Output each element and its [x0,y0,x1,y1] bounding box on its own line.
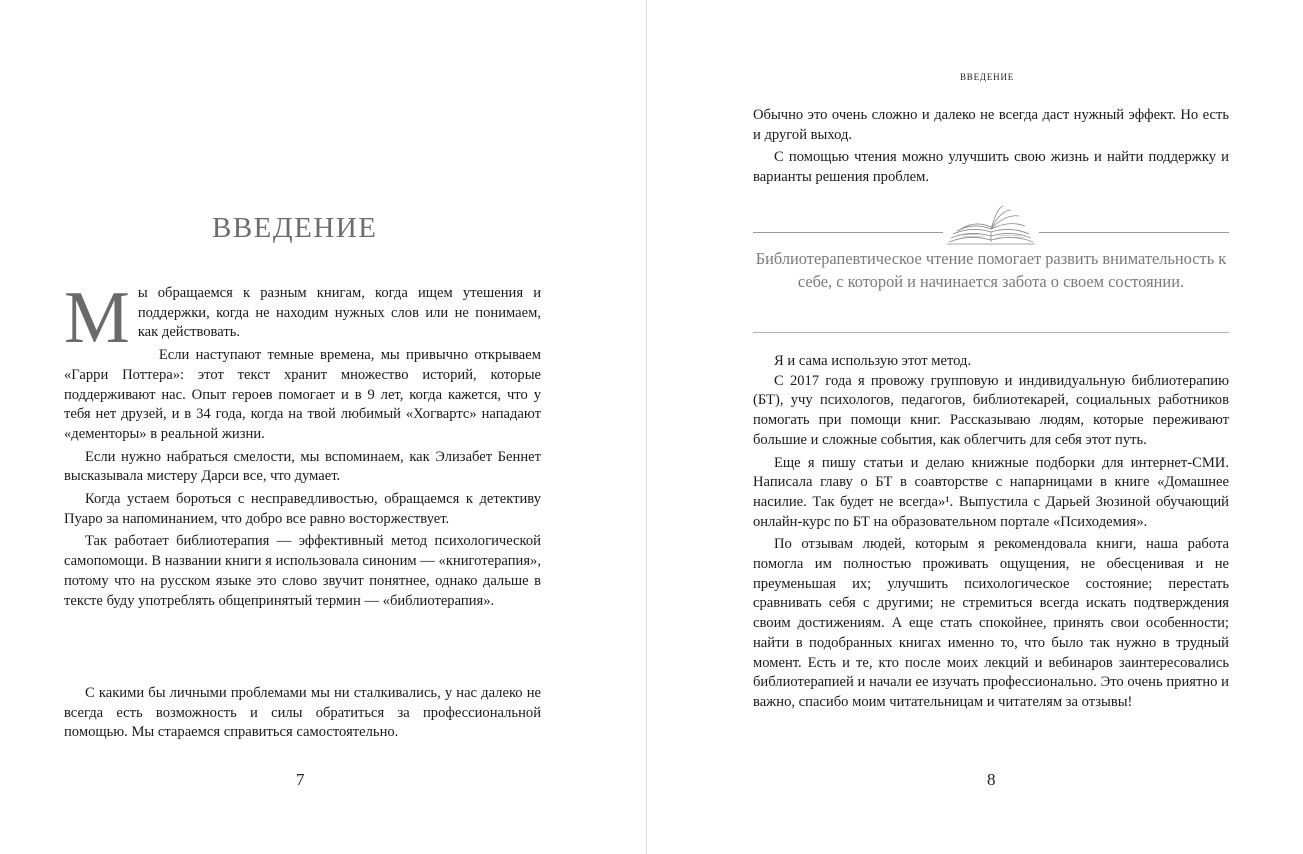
right-body-text [753,352,1229,713]
open-book-icon [943,204,1039,250]
drop-cap: М [64,277,130,359]
chapter-title: ВВЕДЕНИЕ [212,212,378,244]
paragraph: Если наступают темные времена, мы привычно открываем «Гарри Поттера»: этот текст хранит множество историй, которые поддерживают нас. Опыт героев помогает и в 9 лет, когда кажется, что у тебя нет друзей, и в 34 года, когда на твой любимый «Хогвартс» нападают «дементоры» в реальной жизни. [64,347,541,442]
left-body-text [64,277,541,611]
paragraph: Еще я пишу статьи и делаю книжные подборки для интернет-СМИ. Написала главу о БТ в соавторстве с напарницами в книге «Домашнее насилие. Так будет не всегда»¹. Выпустила с Дарьей Зюзиной обучающий онлайн-курс по БТ на образовательном портале «Психодемия». [753,454,1229,530]
left-closing-text [64,684,541,743]
paragraph: Когда устаем бороться с несправедливостью, обращаемся к детективу Пуаро за напоминанием, что добро все равно восторжествует. [64,491,541,527]
page-number-right: 8 [987,770,996,789]
right-page [647,0,1303,854]
paragraph: С 2017 года я провожу групповую и индивидуальную библиотерапию (БТ), учу психологов, педагогов, библиотекарей, социальных работников помогать при помощи книг. Рассказываю людям, которые переживают большие и сложные события, как облегчить для себя этот путь. [753,372,1229,448]
opening-paragraph [64,277,541,359]
right-top-text [753,106,1229,188]
opening-text: ы обращаемся к разным книгам, когда ищем утешения и поддержки, когда не находим нужных слов или не понимаем, как действовать. [137,285,541,341]
left-page [0,0,646,854]
pull-quote: Библиотерапевтическое чтение помогает развить внимательность к себе, с которой и начинается забота о своем состоянии. [755,249,1227,291]
running-head: введение [960,68,1015,83]
paragraph: Так работает библиотерапия — эффективный метод психологической самопомощи. В названии книги я использовала синоним — «книготерапия», потому что на русском языке это слово звучит понятнее, однако дальше в тексте буду употреблять общепринятый термин — «библиотерапия». [64,533,541,609]
paragraph: По отзывам людей, которым я рекомендовала книги, наша работа помогла им полностью проживать ощущения, не обесценивая и не преуменьшая их; улучшить психологическое состояние; перестать сравнивать себя с другими; не стремиться всегда искать подтверждения своим достижениям. А еще стать спокойнее, принять свои особенности; найти в подобранных книгах именно то, что было так нужно в трудный момент. Есть и те, кто после моих лекций и вебинаров заинтересовались библиотерапией и начали ее изучать профессионально. Это очень приятно и важно, спасибо моим читательницам и читателям за отзывы! [753,536,1229,710]
paragraph: Если нужно набраться смелости, мы вспоминаем, как Элизабет Беннет высказывала мистеру Дарси все, что думает. [64,448,541,485]
divider-rule [753,332,1229,333]
paragraph: Я и сама использую этот метод. [774,353,972,369]
paragraph: С какими бы личными проблемами мы ни сталкивались, у нас далеко не всегда есть возможность и силы обратиться за профессиональной помощью. Мы стараемся справиться самостоятельно. [64,685,541,741]
page-number-left: 7 [296,770,305,789]
paragraph: Обычно это очень сложно и далеко не всегда даст нужный эффект. Но есть и другой выход. [753,107,1229,143]
paragraph: С помощью чтения можно улучшить свою жизнь и найти поддержку и варианты решения проблем. [753,149,1229,186]
